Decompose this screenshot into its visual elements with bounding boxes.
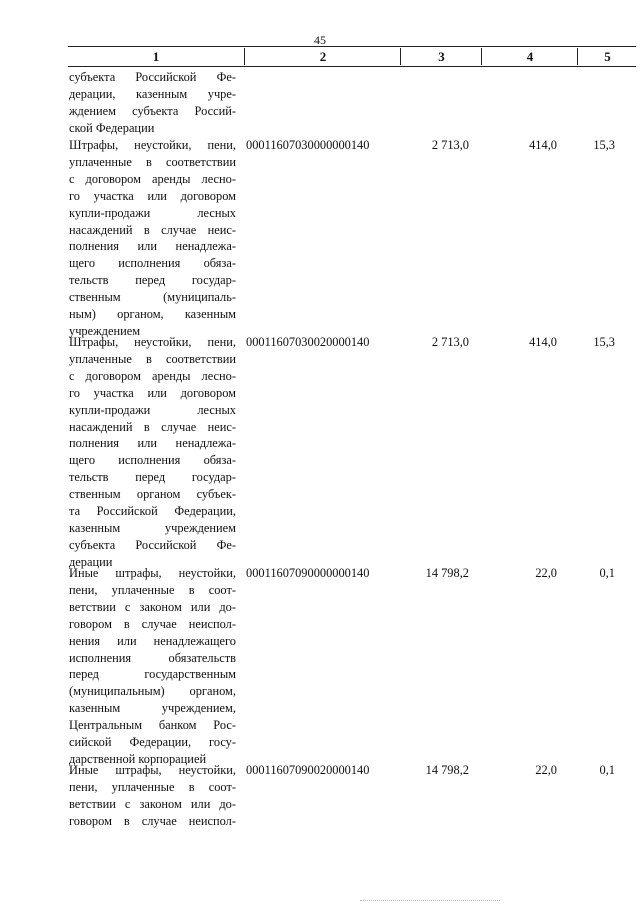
description-line: перед государственным	[69, 667, 236, 682]
description-line: купли-продажи лесных	[69, 402, 236, 417]
row-code: 00011607030020000140	[246, 335, 370, 349]
description-line: пени, уплаченные в соот-	[69, 582, 236, 597]
description-line: говором в случае неиспол-	[69, 813, 236, 828]
description-line: ственным (муниципаль-	[69, 290, 236, 305]
page-number: 45	[314, 33, 326, 47]
description-line: дарственной корпорацией	[69, 751, 207, 766]
row-value-2020: 2 713,0	[431, 335, 469, 349]
description-line: го участка или договором	[69, 188, 236, 203]
description-line: казенным учреждением,	[69, 701, 236, 716]
description-line: ным) органом, казенным	[69, 307, 236, 322]
row-value-2020: 14 798,2	[425, 763, 469, 777]
row-value-executed: 22,0	[535, 763, 557, 777]
description-line: тельств перед государ-	[69, 273, 236, 288]
row-value-percent: 15,3	[593, 335, 615, 349]
description-line: насаждений в случае неис-	[69, 222, 236, 237]
row-value-percent: 0,1	[599, 566, 615, 580]
description-line: учреждением	[69, 323, 141, 338]
description-line: ственным органом субъек-	[69, 487, 236, 502]
description-line: ждением субъекта Россий-	[69, 103, 236, 118]
description-line: та Российской Федерации,	[69, 504, 236, 519]
description-line: дерации	[69, 554, 113, 569]
row-value-2020: 2 713,0	[431, 138, 469, 152]
column-3-header: 3	[400, 48, 482, 65]
description-line: Иные штрафы, неустойки,	[69, 566, 236, 580]
row-value-executed: 414,0	[529, 335, 557, 349]
description-line: говором в случае неиспол-	[69, 616, 236, 631]
scan-artifact	[360, 900, 500, 903]
description-line: го участка или договором	[69, 385, 236, 400]
row-description	[69, 565, 236, 768]
row-value-executed: 414,0	[529, 138, 557, 152]
row-value-2020: 14 798,2	[425, 566, 469, 580]
row-code: 00011607090020000140	[246, 763, 370, 777]
description-line: уплаченные в соответствии	[69, 351, 236, 366]
table-column-header	[68, 46, 636, 67]
description-line: насаждений в случае неис-	[69, 419, 236, 434]
description-line: щего исполнения обяза-	[69, 256, 236, 271]
row-value-percent: 0,1	[599, 763, 615, 777]
column-1-header: 1	[152, 49, 160, 64]
description-line: с договором аренды лесно-	[69, 368, 236, 383]
description-line: нения или ненадлежащего	[69, 633, 236, 648]
description-line: субъекта Российской Фе-	[69, 70, 236, 84]
description-line: Штрафы, неустойки, пени,	[69, 138, 236, 152]
row-code: 00011607090000000140	[246, 566, 370, 580]
description-line: пени, уплаченные в соот-	[69, 779, 236, 794]
description-line: ветствии с законом или до-	[69, 599, 236, 614]
description-line: купли-продажи лесных	[69, 205, 236, 220]
description-line: исполнения обязательств	[69, 650, 236, 665]
row-description	[69, 334, 236, 571]
description-line: Штрафы, неустойки, пени,	[69, 335, 236, 349]
description-line: (муниципальным) органом,	[69, 684, 236, 699]
description-line: субъекта Российской Фе-	[69, 537, 236, 552]
row-value-percent: 15,3	[593, 138, 615, 152]
description-line: сийской Федерации, госу-	[69, 735, 236, 750]
description-line: ской Федерации	[69, 120, 155, 135]
description-line: уплаченные в соответствии	[69, 154, 236, 169]
column-5-header: 5	[577, 48, 637, 65]
description-line: с договором аренды лесно-	[69, 171, 236, 186]
row-description	[69, 762, 236, 830]
description-line: дерации, казенным учре-	[69, 86, 236, 101]
description-line: ветствии с законом или до-	[69, 796, 236, 811]
row-code: 00011607030000000140	[246, 138, 370, 152]
row-description	[69, 137, 236, 340]
row-value-executed: 22,0	[535, 566, 557, 580]
description-line: тельств перед государ-	[69, 470, 236, 485]
description-line: казенным учреждением	[69, 520, 236, 535]
column-2-header: 2	[244, 48, 401, 65]
column-4-header: 4	[481, 48, 578, 65]
row-description	[69, 69, 236, 137]
description-line: полнения или ненадлежа-	[69, 436, 236, 451]
description-line: Центральным банком Рос-	[69, 718, 236, 733]
description-line: полнения или ненадлежа-	[69, 239, 236, 254]
description-line: Иные штрафы, неустойки,	[69, 763, 236, 777]
description-line: щего исполнения обяза-	[69, 453, 236, 468]
